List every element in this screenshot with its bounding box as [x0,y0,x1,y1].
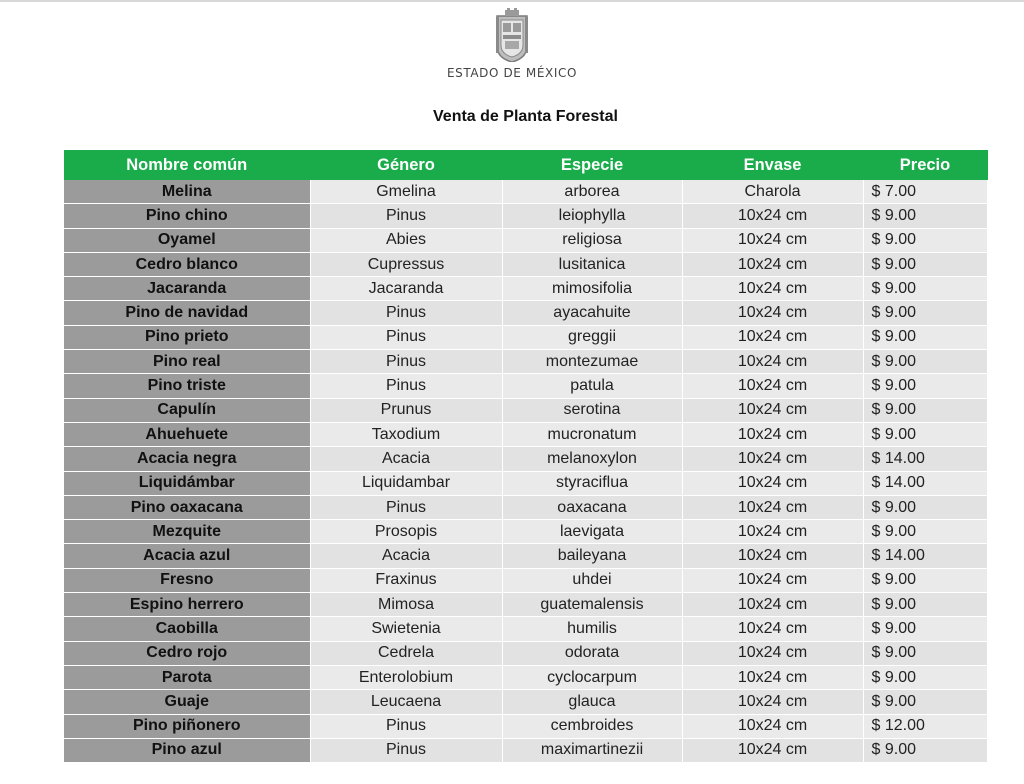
cell-especie: oaxacana [502,495,682,519]
cell-especie: styraciflua [502,471,682,495]
cell-genero: Taxodium [310,422,502,446]
cell-precio: $ 9.00 [863,252,987,276]
cell-especie: humilis [502,617,682,641]
cell-nombre-comun: Pino triste [64,374,310,398]
cell-nombre-comun: Pino de navidad [64,301,310,325]
cell-envase: 10x24 cm [682,325,863,349]
table-row [64,350,987,374]
cell-genero: Liquidambar [310,471,502,495]
table-header [64,150,987,180]
cell-especie: patula [502,374,682,398]
cell-precio: $ 9.00 [863,738,987,762]
cell-genero: Jacaranda [310,277,502,301]
cell-precio: $ 9.00 [863,665,987,689]
cell-precio: $ 12.00 [863,714,987,738]
cell-envase: 10x24 cm [682,593,863,617]
cell-nombre-comun: Guaje [64,690,310,714]
cell-envase: 10x24 cm [682,228,863,252]
cell-nombre-comun: Pino real [64,350,310,374]
cell-envase: 10x24 cm [682,495,863,519]
table-row [64,374,987,398]
cell-nombre-comun: Jacaranda [64,277,310,301]
cell-nombre-comun: Mezquite [64,520,310,544]
table-row [64,641,987,665]
table-row [64,544,987,568]
cell-envase: 10x24 cm [682,714,863,738]
cell-envase: 10x24 cm [682,422,863,446]
table-row [64,665,987,689]
cell-precio: $ 14.00 [863,471,987,495]
cell-genero: Pinus [310,374,502,398]
cell-genero: Fraxinus [310,568,502,592]
table-row [64,738,987,762]
table-row [64,228,987,252]
cell-precio: $ 9.00 [863,690,987,714]
cell-envase: 10x24 cm [682,374,863,398]
cell-envase: 10x24 cm [682,447,863,471]
cell-precio: $ 9.00 [863,398,987,422]
cell-envase: 10x24 cm [682,252,863,276]
cell-envase: 10x24 cm [682,301,863,325]
cell-genero: Pinus [310,325,502,349]
top-rule [0,0,1024,2]
cell-especie: leiophylla [502,204,682,228]
cell-precio: $ 9.00 [863,520,987,544]
cell-genero: Cupressus [310,252,502,276]
cell-genero: Pinus [310,738,502,762]
table-row [64,325,987,349]
cell-nombre-comun: Pino azul [64,738,310,762]
column-header-genero: Género [310,150,502,180]
cell-nombre-comun: Espino herrero [64,593,310,617]
organization-name: ESTADO DE MÉXICO [446,66,578,80]
cell-envase: 10x24 cm [682,277,863,301]
cell-especie: cembroides [502,714,682,738]
cell-envase: 10x24 cm [682,520,863,544]
cell-especie: arborea [502,180,682,204]
cell-precio: $ 9.00 [863,422,987,446]
cell-especie: glauca [502,690,682,714]
cell-nombre-comun: Cedro blanco [64,252,310,276]
cell-precio: $ 9.00 [863,204,987,228]
document-title: Venta de Planta Forestal [433,108,618,125]
table-row [64,422,987,446]
cell-precio: $ 14.00 [863,544,987,568]
cell-genero: Pinus [310,350,502,374]
cell-genero: Gmelina [310,180,502,204]
table-row [64,495,987,519]
table-body [64,180,987,763]
cell-genero: Prosopis [310,520,502,544]
cell-nombre-comun: Parota [64,665,310,689]
cell-precio: $ 14.00 [863,447,987,471]
cell-nombre-comun: Melina [64,180,310,204]
cell-nombre-comun: Liquidámbar [64,471,310,495]
cell-envase: 10x24 cm [682,204,863,228]
cell-genero: Abies [310,228,502,252]
cell-precio: $ 9.00 [863,495,987,519]
cell-nombre-comun: Ahuehuete [64,422,310,446]
cell-precio: $ 9.00 [863,350,987,374]
cell-genero: Cedrela [310,641,502,665]
cell-nombre-comun: Caobilla [64,617,310,641]
cell-precio: $ 9.00 [863,374,987,398]
cell-envase: 10x24 cm [682,471,863,495]
table-row [64,714,987,738]
cell-especie: cyclocarpum [502,665,682,689]
cell-nombre-comun: Pino oaxacana [64,495,310,519]
cell-especie: greggii [502,325,682,349]
cell-genero: Swietenia [310,617,502,641]
estado-de-mexico-seal-icon [492,8,532,62]
cell-especie: laevigata [502,520,682,544]
cell-genero: Pinus [310,204,502,228]
table-row [64,520,987,544]
table-row [64,593,987,617]
cell-especie: mucronatum [502,422,682,446]
cell-precio: $ 9.00 [863,593,987,617]
table-row [64,471,987,495]
cell-nombre-comun: Fresno [64,568,310,592]
header-row [64,150,987,180]
cell-envase: 10x24 cm [682,398,863,422]
cell-envase: 10x24 cm [682,617,863,641]
cell-especie: lusitanica [502,252,682,276]
cell-envase: 10x24 cm [682,665,863,689]
cell-genero: Acacia [310,544,502,568]
plant-price-table [64,150,988,763]
cell-precio: $ 9.00 [863,568,987,592]
cell-especie: maximartinezii [502,738,682,762]
cell-especie: ayacahuite [502,301,682,325]
table-row [64,447,987,471]
cell-genero: Enterolobium [310,665,502,689]
cell-especie: serotina [502,398,682,422]
cell-genero: Pinus [310,301,502,325]
cell-precio: $ 9.00 [863,641,987,665]
cell-especie: mimosifolia [502,277,682,301]
cell-especie: baileyana [502,544,682,568]
document-header [0,8,1024,80]
table-row [64,398,987,422]
cell-precio: $ 9.00 [863,617,987,641]
table-row [64,180,987,204]
table-row [64,252,987,276]
cell-nombre-comun: Acacia azul [64,544,310,568]
cell-genero: Pinus [310,495,502,519]
cell-especie: uhdei [502,568,682,592]
table-row [64,568,987,592]
cell-especie: odorata [502,641,682,665]
cell-envase: Charola [682,180,863,204]
cell-nombre-comun: Pino piñonero [64,714,310,738]
column-header-envase: Envase [682,150,863,180]
cell-nombre-comun: Pino prieto [64,325,310,349]
column-header-precio: Precio [863,150,987,180]
table-row [64,301,987,325]
cell-especie: religiosa [502,228,682,252]
cell-precio: $ 9.00 [863,325,987,349]
cell-genero: Prunus [310,398,502,422]
cell-especie: melanoxylon [502,447,682,471]
cell-nombre-comun: Cedro rojo [64,641,310,665]
cell-envase: 10x24 cm [682,544,863,568]
cell-envase: 10x24 cm [682,350,863,374]
cell-precio: $ 7.00 [863,180,987,204]
table-row [64,204,987,228]
cell-especie: guatemalensis [502,593,682,617]
cell-genero: Leucaena [310,690,502,714]
cell-nombre-comun: Acacia negra [64,447,310,471]
table-row [64,277,987,301]
column-header-especie: Especie [502,150,682,180]
cell-genero: Pinus [310,714,502,738]
cell-precio: $ 9.00 [863,228,987,252]
cell-envase: 10x24 cm [682,738,863,762]
cell-envase: 10x24 cm [682,568,863,592]
cell-nombre-comun: Capulín [64,398,310,422]
column-header-nombre-comun: Nombre común [64,150,310,180]
table-row [64,617,987,641]
cell-precio: $ 9.00 [863,277,987,301]
cell-envase: 10x24 cm [682,641,863,665]
cell-precio: $ 9.00 [863,301,987,325]
cell-nombre-comun: Pino chino [64,204,310,228]
cell-genero: Acacia [310,447,502,471]
cell-envase: 10x24 cm [682,690,863,714]
table-row [64,690,987,714]
cell-genero: Mimosa [310,593,502,617]
cell-especie: montezumae [502,350,682,374]
cell-nombre-comun: Oyamel [64,228,310,252]
